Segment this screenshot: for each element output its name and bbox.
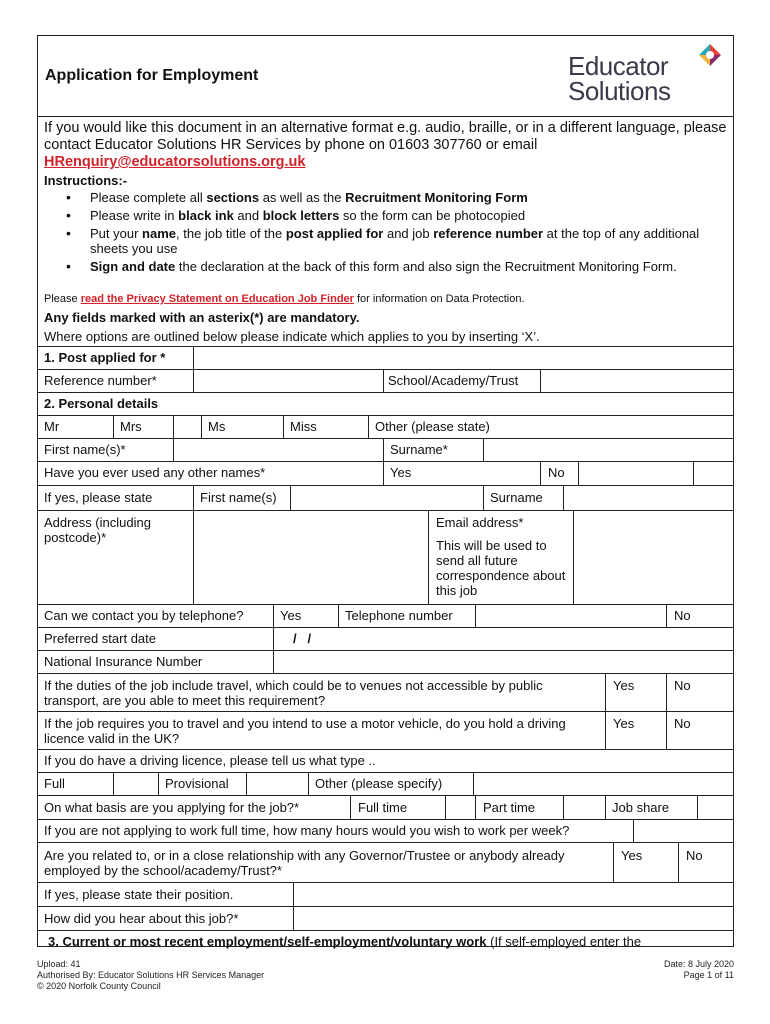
privacy-pre: Please — [44, 293, 81, 305]
if-yes-label: If yes, please state — [44, 490, 153, 505]
reference-field[interactable] — [194, 369, 383, 392]
first-names-field[interactable] — [174, 438, 383, 461]
other-surname-field[interactable] — [564, 485, 733, 510]
application-form — [37, 35, 734, 947]
basis-job-share[interactable]: Job share — [612, 800, 670, 815]
basis-full-time[interactable]: Full time — [358, 800, 408, 815]
instruction-text: Please write in — [90, 208, 179, 223]
position-field[interactable] — [294, 882, 733, 906]
instructions-heading: Instructions:- — [44, 173, 128, 188]
surname2-label: Surname — [490, 490, 543, 505]
section3-heading — [48, 934, 641, 949]
address-label: Address (including postcode)* — [44, 515, 151, 545]
footer-authorised: Authorised By: Educator Solutions HR Services Manager — [37, 970, 265, 980]
basis-part-time[interactable]: Part time — [483, 800, 536, 815]
licence-other[interactable]: Other (please specify) — [315, 776, 443, 791]
section3-note: (If self-employed enter the — [486, 934, 642, 949]
position-label: If yes, please state their position. — [44, 887, 234, 902]
form-header — [38, 36, 733, 117]
hear-field[interactable] — [294, 906, 733, 930]
instruction-emphasis: Sign and date — [90, 259, 176, 274]
related-no[interactable]: No — [686, 848, 703, 863]
hours-field[interactable] — [634, 819, 733, 842]
instruction-emphasis: black ink — [178, 208, 234, 223]
licence-provisional[interactable]: Provisional — [165, 776, 229, 791]
logo-line-1: Educator — [568, 51, 669, 81]
title-miss[interactable]: Miss — [290, 419, 317, 434]
intro-text: If you would like this document in an alternative format e.g. audio, braille, or in a different language, please contact Educator Solutions HR Services by phone on 01603 307760 or email — [44, 120, 727, 153]
instruction-text: the declaration at the back of this form and also sign the Recruitment Monitoring Form. — [175, 259, 677, 274]
instruction-emphasis: reference number — [433, 226, 544, 241]
other-names-label: Have you ever used any other names* — [44, 465, 266, 480]
footer-copyright: © 2020 Norfolk County Council — [37, 981, 161, 991]
logo-line-2: Solutions — [568, 76, 671, 106]
basis-label: On what basis are you applying for the job?* — [44, 800, 300, 815]
logo-icon — [697, 42, 723, 68]
ni-field[interactable] — [274, 650, 733, 673]
privacy-post: for information on Data Protection. — [353, 293, 525, 305]
section1-title: 1. Post applied for * — [44, 350, 166, 365]
related-question: Are you related to, or in a close relationship with any Governor/Trustee or anybody already employed by the school/academy/Trust?* — [44, 848, 565, 878]
footer-date: Date: 8 July 2020 — [663, 959, 734, 969]
footer-page: Page 1 of 11 — [683, 970, 734, 980]
school-label: School/Academy/Trust — [388, 373, 519, 388]
post-applied-field[interactable] — [194, 346, 733, 369]
licence-no[interactable]: No — [674, 716, 691, 731]
logo — [568, 51, 671, 106]
intro-paragraph — [44, 120, 734, 171]
instruction-text: and — [233, 208, 263, 223]
title-mr[interactable]: Mr — [44, 419, 60, 434]
instruction-item — [62, 259, 722, 274]
email-label: Email address* — [436, 515, 524, 530]
instruction-text: Please complete all — [90, 190, 207, 205]
title-mrs[interactable]: Mrs — [120, 419, 142, 434]
instruction-item — [62, 190, 722, 205]
instruction-emphasis: Recruitment Monitoring Form — [345, 190, 528, 205]
other-first-names-field[interactable] — [291, 485, 483, 510]
surname-field[interactable] — [484, 438, 733, 461]
start-date-label: Preferred start date — [44, 631, 156, 646]
options-note: Where options are outlined below please indicate which applies to you by inserting ‘X’. — [44, 329, 540, 344]
instruction-item — [62, 208, 722, 223]
footer-left — [37, 959, 264, 992]
form-grid — [38, 346, 733, 948]
reference-label: Reference number* — [44, 373, 157, 388]
telephone-field[interactable] — [476, 604, 666, 627]
mandatory-note: Any fields marked with an asterix(*) are mandatory. — [44, 310, 360, 325]
first-names2-label: First name(s) — [200, 490, 277, 505]
email-note: This will be used to send all future correspondence about this job — [436, 538, 566, 598]
instruction-emphasis: sections — [206, 190, 260, 205]
ni-label: National Insurance Number — [44, 654, 203, 669]
licence-question: If the job requires you to travel and you intend to use a motor vehicle, do you hold a driving licence valid in the UK? — [44, 716, 566, 746]
address-field[interactable] — [194, 510, 428, 604]
hours-label: If you are not applying to work full time, how many hours would you wish to work per week? — [44, 823, 570, 838]
footer-right — [664, 959, 734, 981]
email-link[interactable]: HRenquiry@educatorsolutions.org.uk — [44, 154, 306, 170]
licence-other-field[interactable] — [474, 772, 733, 795]
footer-upload: Upload: 41 — [37, 959, 81, 969]
travel-no[interactable]: No — [674, 678, 691, 693]
school-field[interactable] — [541, 369, 733, 392]
licence-yes[interactable]: Yes — [613, 716, 635, 731]
telephone-label: Telephone number — [345, 608, 453, 623]
privacy-link[interactable]: read the Privacy Statement on Education Job Finder — [80, 293, 354, 305]
contact-phone-no[interactable]: No — [674, 608, 691, 623]
instruction-item — [62, 226, 722, 256]
instruction-text: , the job title of the — [176, 226, 286, 241]
related-yes[interactable]: Yes — [621, 848, 643, 863]
title-other[interactable]: Other (please state) — [375, 419, 490, 434]
instruction-text: and job — [383, 226, 434, 241]
instructions-list — [62, 190, 722, 277]
privacy-note — [44, 293, 525, 305]
section2-title: 2. Personal details — [44, 396, 159, 411]
contact-phone-yes[interactable]: Yes — [280, 608, 302, 623]
page-title: Application for Employment — [45, 67, 259, 84]
licence-full[interactable]: Full — [44, 776, 65, 791]
title-ms[interactable]: Ms — [208, 419, 226, 434]
other-names-yes[interactable]: Yes — [390, 465, 412, 480]
instruction-text: so the form can be photocopied — [339, 208, 526, 223]
instruction-text: Put your — [90, 226, 143, 241]
first-names-label: First name(s)* — [44, 442, 126, 457]
instruction-text: at the top of any additional sheets you use — [90, 226, 700, 256]
travel-question: If the duties of the job include travel, which could be to venues not accessible by public transport, are you able to meet this requirement? — [44, 678, 543, 708]
travel-yes[interactable]: Yes — [613, 678, 635, 693]
surname-label: Surname* — [390, 442, 448, 457]
contact-phone-label: Can we contact you by telephone? — [44, 608, 244, 623]
section3-title: 3. Current or most recent employment/self-employment/voluntary work — [48, 934, 487, 949]
email-field[interactable] — [574, 510, 733, 604]
instruction-text: as well as the — [259, 190, 346, 205]
start-date-field[interactable]: / / — [293, 631, 312, 646]
licence-type-label: If you do have a driving licence, please tell us what type .. — [44, 753, 376, 768]
instruction-emphasis: block letters — [262, 208, 340, 223]
hear-label: How did you hear about this job?* — [44, 911, 239, 926]
instruction-emphasis: name — [142, 226, 176, 241]
other-names-no[interactable]: No — [548, 465, 565, 480]
instruction-emphasis: post applied for — [285, 226, 384, 241]
